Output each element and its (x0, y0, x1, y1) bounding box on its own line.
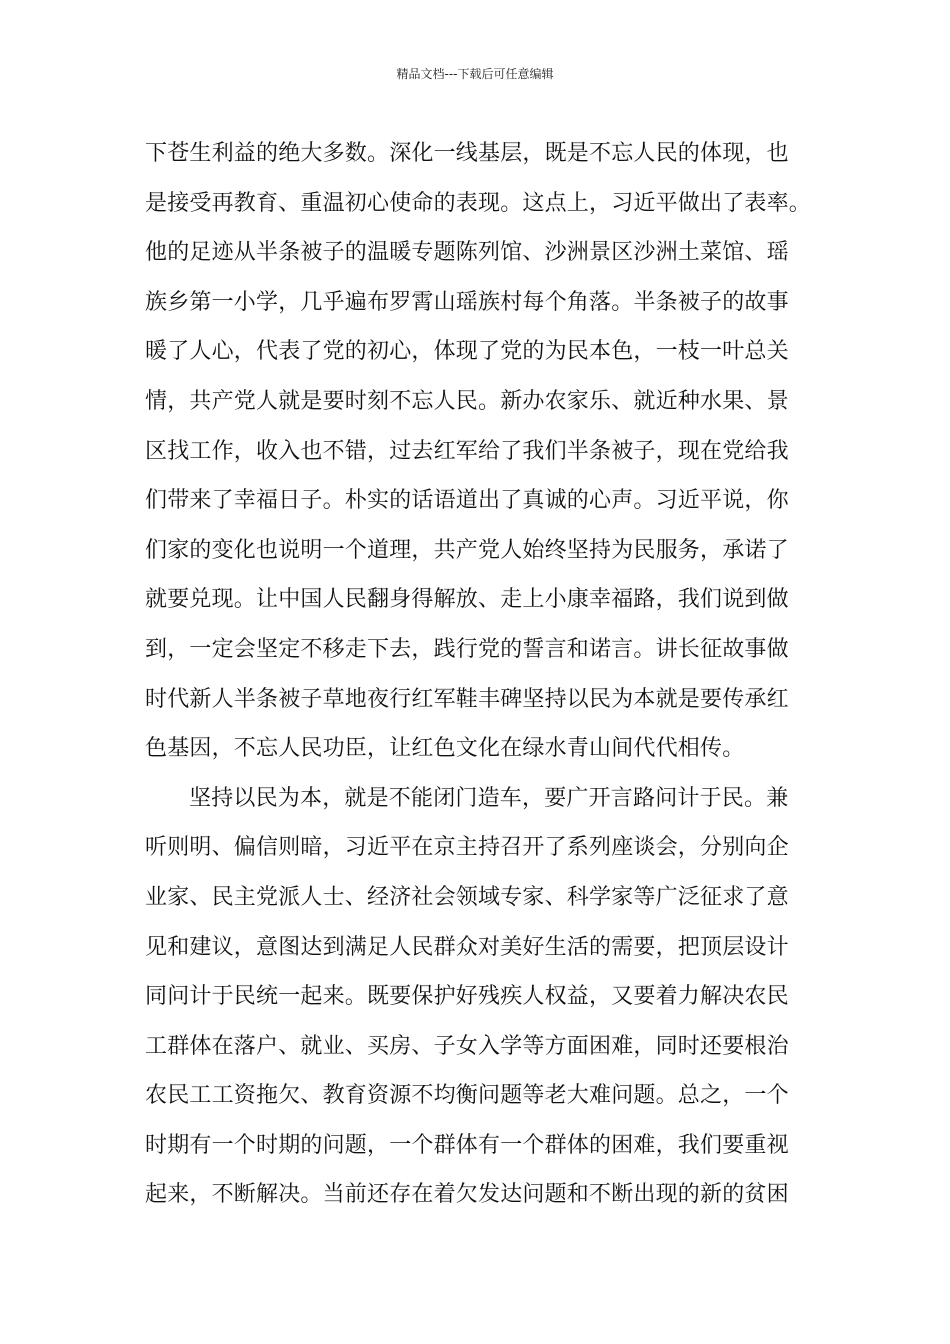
text-line: 下苍生利益的绝大多数。深化一线基层，既是不忘人民的体现，也 (145, 141, 789, 166)
text-line: 到，一定会坚定不移走下去，践行党的誓言和诺言。讲长征故事做 (145, 636, 789, 662)
text-line: 族乡第一小学，几乎遍布罗霄山瑶族村每个角落。半条被子的故事 (145, 289, 789, 315)
text-line: 时代新人半条被子草地夜行红军鞋丰碑坚持以民为本就是要传承红 (145, 686, 789, 712)
text-line: 见和建议，意图达到满足人民群众对美好生活的需要，把顶层设计 (145, 934, 789, 960)
text-line: 情，共产党人就是要时刻不忘人民。新办农家乐、就近种水果、景 (145, 388, 789, 414)
text-line: 是接受再教育、重温初心使命的表现。这点上，习近平做出了表率。 (145, 190, 812, 216)
text-line: 暖了人心，代表了党的初心，体现了党的为民本色，一枝一叶总关 (145, 339, 789, 365)
text-line: 们家的变化也说明一个道理，共产党人始终坚持为民服务，承诺了 (145, 537, 789, 563)
text-line: 时期有一个时期的问题，一个群体有一个群体的困难，我们要重视 (145, 1132, 789, 1158)
text-line: 们带来了幸福日子。朴实的话语道出了真诚的心声。习近平说，你 (145, 488, 789, 514)
text-line: 工群体在落户、就业、买房、子女入学等方面困难，同时还要根治 (145, 1033, 789, 1059)
text-line: 色基因，不忘人民功臣，让红色文化在绿水青山间代代相传。 (145, 736, 745, 762)
text-line: 农民工工资拖欠、教育资源不均衡问题等老大难问题。总之，一个 (145, 1083, 789, 1109)
text-line: 就要兑现。让中国人民翻身得解放、走上小康幸福路，我们说到做 (145, 587, 789, 613)
text-line: 同问计于民统一起来。既要保护好残疾人权益，又要着力解决农民 (145, 984, 789, 1010)
text-line: 区找工作，收入也不错，过去红军给了我们半条被子，现在党给我 (145, 438, 789, 464)
text-line: 他的足迹从半条被子的温暖专题陈列馆、沙洲景区沙洲土菜馆、瑶 (145, 240, 789, 266)
document-body (145, 129, 812, 1220)
text-line: 起来，不断解决。当前还存在着欠发达问题和不断出现的新的贫困 (145, 1182, 789, 1208)
page-header: 精品文档---下载后可任意编辑 (396, 67, 554, 81)
text-line: 听则明、偏信则暗，习近平在京主持召开了系列座谈会，分别向企 (145, 835, 789, 861)
paragraph-start-line: 坚持以民为本，就是不能闭门造车，要广开言路问计于民。兼 (189, 785, 789, 811)
text-line: 业家、民主党派人士、经济社会领域专家、科学家等广泛征求了意 (145, 884, 789, 910)
